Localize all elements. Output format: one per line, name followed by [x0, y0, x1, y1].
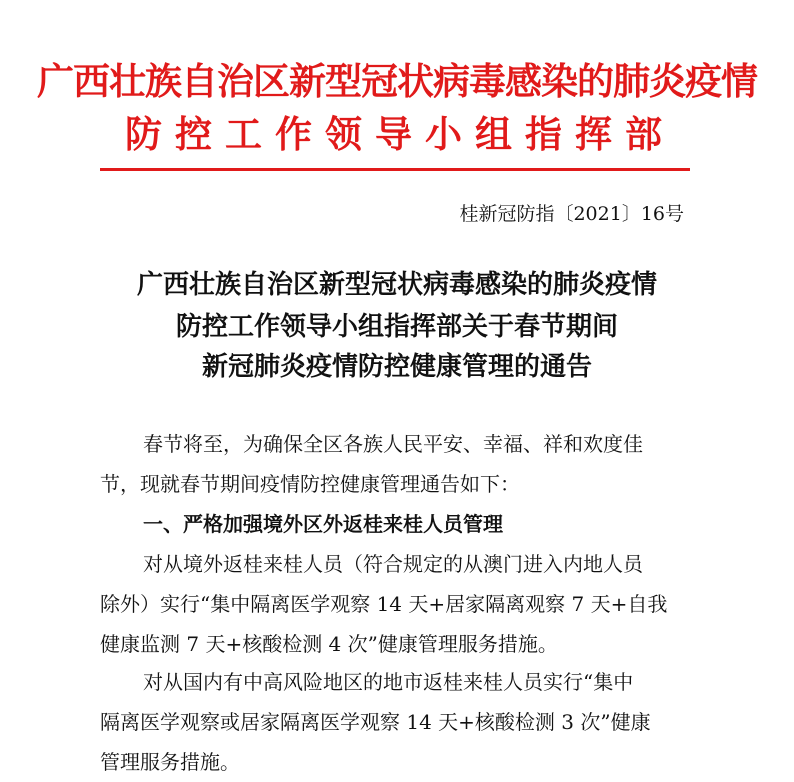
- para2-line-1: 对从境外返桂来桂人员（符合规定的从澳门进入内地人员: [143, 552, 643, 576]
- para3-line-3: 管理服务措施。: [100, 750, 240, 774]
- letterhead-line-2: 防控工作领导小组指挥部: [125, 112, 675, 156]
- domestic-risk-arrivals-paragraph: [100, 662, 700, 782]
- section-1-heading: 一、严格加强境外区外返桂来桂人员管理: [143, 512, 503, 536]
- letterhead-line-1: 广西壮族自治区新型冠状病毒感染的肺炎疫情: [37, 59, 757, 103]
- headline-line-3: 新冠肺炎疫情防控健康管理的通告: [201, 352, 592, 382]
- headline-line-1: 广西壮族自治区新型冠状病毒感染的肺炎疫情: [136, 270, 657, 300]
- para2-line-2: 除外）实行“集中隔离医学观察 14 天+居家隔离观察 7 天+自我: [100, 592, 668, 616]
- headline-line-2: 防控工作领导小组指挥部关于春节期间: [175, 312, 618, 342]
- letterhead-red-rule: [100, 168, 690, 171]
- overseas-arrivals-paragraph: [100, 544, 700, 664]
- intro-line-2: 节，现就春节期间疫情防控健康管理通告如下：: [100, 472, 520, 496]
- para2-line-3: 健康监测 7 天+核酸检测 4 次”健康管理服务措施。: [100, 632, 558, 656]
- document-number: 桂新冠防指〔2021〕16号: [459, 203, 684, 225]
- para3-line-1: 对从国内有中高风险地区的地市返桂来桂人员实行“集中: [143, 670, 634, 694]
- intro-paragraph: [100, 424, 700, 504]
- para3-line-2: 隔离医学观察或居家隔离医学观察 14 天+核酸检测 3 次”健康: [100, 710, 651, 734]
- intro-line-1: 春节将至，为确保全区各族人民平安、幸福、祥和欢度佳: [143, 432, 643, 456]
